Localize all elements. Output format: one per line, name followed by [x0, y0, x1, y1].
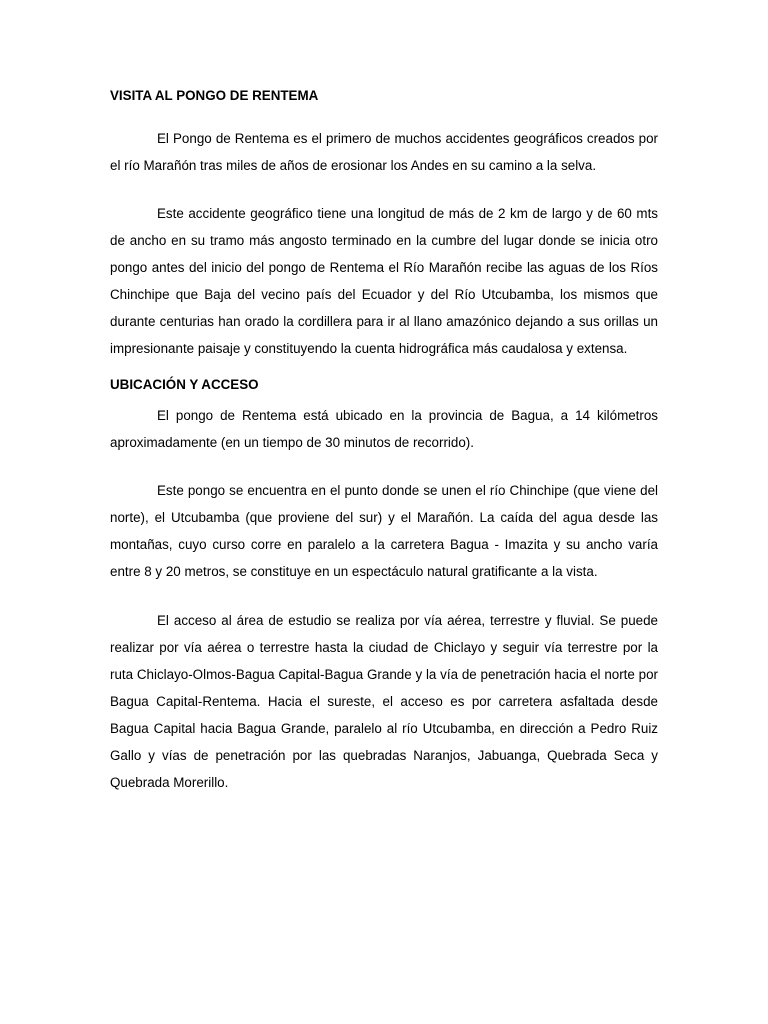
- paragraph-location: El pongo de Rentema está ubicado en la provincia de Bagua, a 14 kilómetros aproximadamente (en un tiempo de 30 minutos de recorrido).: [110, 408, 658, 450]
- paragraph-intro: El Pongo de Rentema es el primero de muchos accidentes geográficos creados por el río Marañón tras miles de años de erosionar los Andes en su camino a la selva.: [110, 131, 658, 173]
- section-heading-ubicacion: UBICACIÓN Y ACCESO: [110, 377, 259, 392]
- paragraph-description: Este accidente geográfico tiene una longitud de más de 2 km de largo y de 60 mts de ancho en su tramo más angosto terminado en la cumbre del lugar donde se inicia otro pongo antes del inicio del pongo de Rentema el Río Marañón recibe las aguas de los Ríos Chinchipe que Baja del vecino país del Ecuador y del Río Utcubamba, los mismos que durante centurias han orado la cordillera para ir al llano amazónico dejando a sus orillas un impresionante paisaje y constituyendo la cuenta hidrográfica más caudalosa y extensa.: [110, 206, 658, 356]
- document-page: [110, 86, 658, 796]
- paragraph-confluence: Este pongo se encuentra en el punto donde se unen el río Chinchipe (que viene del norte), el Utcubamba (que proviene del sur) y el Marañón. La caída del agua desde las montañas, cuyo curso corre en paralelo a la carretera Bagua - Imazita y su ancho varía entre 8 y 20 metros, se constituye en un espectáculo natural gratificante a la vista.: [110, 483, 658, 579]
- paragraph-access: El acceso al área de estudio se realiza por vía aérea, terrestre y fluvial. Se puede realizar por vía aérea o terrestre hasta la ciudad de Chiclayo y seguir vía terrestre por la ruta Chiclayo-Olmos-Bagua Capital-Bagua Grande y la vía de penetración hacia el norte por Bagua Capital-Rentema. Hacia el sureste, el acceso es por carretera asfaltada desde Bagua Capital hacia Bagua Grande, paralelo al río Utcubamba, en dirección a Pedro Ruiz Gallo y vías de penetración por las quebradas Naranjos, Jabuanga, Quebrada Seca y Quebrada Morerillo.: [110, 613, 658, 790]
- section-heading-visita: VISITA AL PONGO DE RENTEMA: [110, 88, 319, 103]
